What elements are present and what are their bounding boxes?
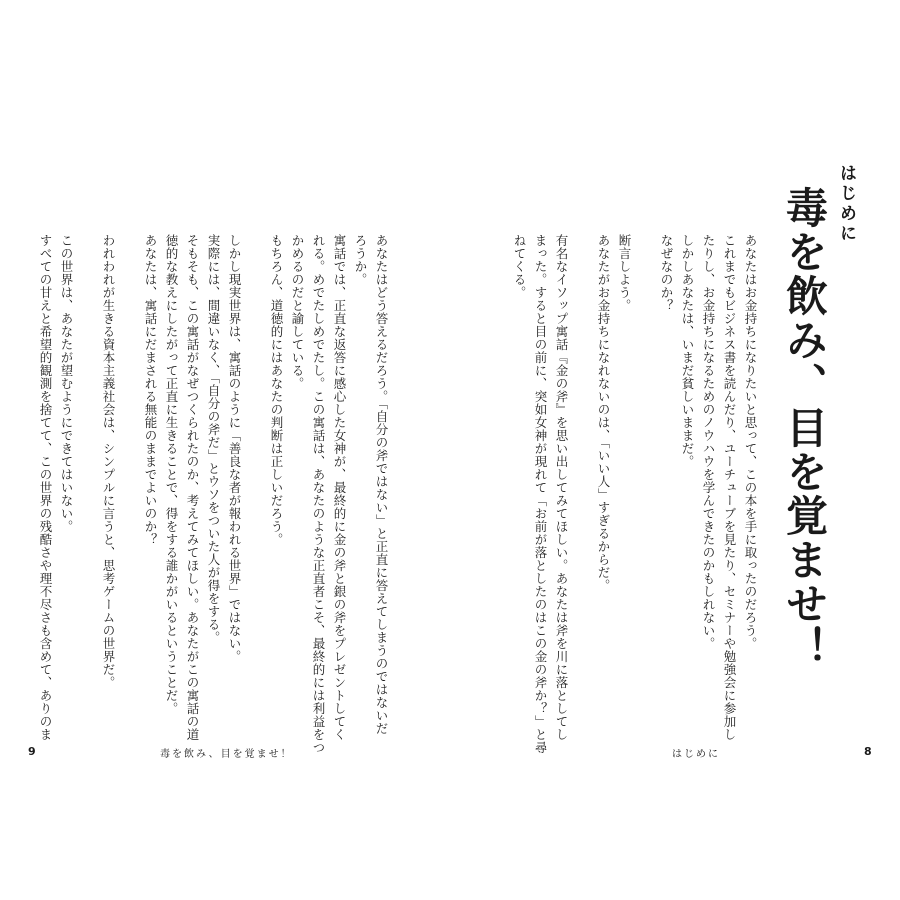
- left-text-column: かめるのだと諭している。: [290, 234, 305, 390]
- left-text-column: もちろん、道徳的にはあなたの判断は正しいだろう。: [269, 234, 284, 546]
- chapter-label: はじめに: [836, 164, 856, 244]
- left-running-footer: 毒を飲み、目を覚ませ！: [160, 749, 293, 760]
- right-text-column: しかしあなたは、いまだ貧しいままだ。: [680, 234, 695, 468]
- right-page-number: 8: [864, 745, 872, 758]
- left-text-column: われわれが生きる資本主義社会は、シンプルに言うと、思考ゲームの世界だ。: [101, 234, 116, 689]
- left-text-column: あなたは、寓話にだまされる無能のままでよいのか？: [143, 234, 158, 546]
- left-text-column: 徳的な教えにしたがって正直に生きることで、得をする誰かがいるということだ。: [164, 234, 179, 715]
- right-text-column: たりし、お金持ちになるためのノウハウを学んできたのかもしれない。: [701, 234, 716, 650]
- chapter-title: 毒を飲み、目を覚ませ！: [780, 186, 829, 670]
- left-text-column: そもそも、この寓話がなぜつくられたのか、考えてみてほしい。あなたがこの寓話の道: [185, 234, 200, 741]
- right-text-column: なぜなのか？: [659, 234, 674, 312]
- right-text-column: あなたはお金持ちになりたいと思って、この本を手に取ったのだろう。: [743, 234, 758, 650]
- right-text-column: あなたがお金持ちになれないのは、「いい人」すぎるからだ。: [596, 234, 611, 592]
- left-text-column: ろうか。: [353, 234, 368, 286]
- right-text-column: ねてくる。: [512, 234, 527, 299]
- left-text-column: あなたはどう答えるだろう。「自分の斧ではない」と正直に答えてしまうのではないだ: [374, 234, 389, 735]
- left-text-column: れる。めでたしめでたし。この寓話は、あなたのような正直者こそ、最終的には利益をつ: [311, 234, 326, 754]
- left-text-column: すべての甘えと希望的観測を捨てて、この世界の残酷さや理不尽さも含めて、ありのま: [38, 234, 53, 741]
- left-page-number: 9: [28, 745, 36, 758]
- right-running-footer: はじめに: [672, 749, 720, 760]
- right-text-column: 有名なイソップ寓話『金の斧』を思い出してみてほしい。あなたは斧を川に落としてし: [554, 234, 569, 741]
- left-text-column: この世界は、あなたが望むようにできてはいない。: [59, 234, 74, 533]
- left-text-column: しかし現実世界は、寓話のように「善良な者が報われる世界」ではない。: [227, 234, 242, 663]
- right-text-column: 断言しよう。: [617, 234, 632, 312]
- right-text-column: まった。すると目の前に、突如女神が現れて「お前が落としたのはこの金の斧か？」と尋: [533, 234, 548, 754]
- left-text-column: 実際には、間違いなく、「自分の斧だ」とウソをついた人が得をする。: [206, 234, 221, 644]
- left-text-column: 寓話では、正直な返答に感心した女神が、最終的に金の斧と銀の斧をプレゼントしてく: [332, 234, 347, 741]
- right-text-column: これまでもビジネス書を読んだり、ユーチューブを見たり、セミナーや勉強会に参加し: [722, 234, 737, 741]
